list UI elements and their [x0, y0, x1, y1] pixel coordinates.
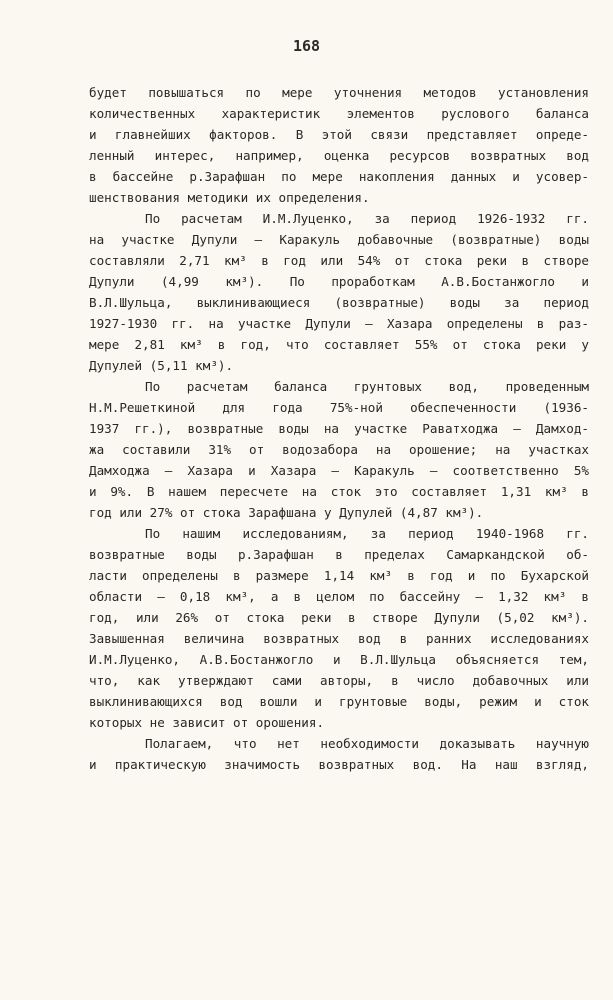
- text-line-21: год или 27% от стока Зарафшана у Дупулей (4,87 км³).: [89, 505, 484, 520]
- text-line-26: год, или 26% от стока реки в створе Дупули (5,02 км³).: [89, 610, 589, 625]
- text-line-19: Дамходжа – Хазара и Хазара – Каракуль – соответственно 5%: [89, 463, 589, 478]
- text-line-06: шенствования методики их определения.: [89, 190, 370, 205]
- text-line-11: В.Л.Шульца, выклинивающиеся (возвратные) воды за период: [89, 295, 589, 310]
- text-line-20: и 9%. В нашем пересчете на сток это составляет 1,31 км³ в: [89, 484, 589, 499]
- text-line-12: 1927-1930 гг. на участке Дупули – Хазара определены в раз-: [89, 316, 589, 331]
- text-line-33: и практическую значимость возвратных вод. На наш взгляд,: [89, 757, 589, 772]
- text-line-32: Полагаем, что нет необходимости доказывать научную: [145, 736, 589, 751]
- text-line-07: По расчетам И.М.Луценко, за период 1926-1932 гг.: [145, 211, 589, 226]
- text-line-24: ласти определены в размере 1,14 км³ в год и по Бухарской: [89, 568, 589, 583]
- page-number: 168: [292, 37, 321, 55]
- text-line-09: составляли 2,71 км³ в год или 54% от стока реки в створе: [89, 253, 589, 268]
- text-line-13: мере 2,81 км³ в год, что составляет 55% от стока реки у: [89, 337, 589, 352]
- text-line-08: на участке Дупули – Каракуль добавочные (возвратные) воды: [89, 232, 589, 247]
- text-line-30: выклинивающихся вод вошли и грунтовые воды, режим и сток: [89, 694, 589, 709]
- text-line-03: и главнейших факторов. В этой связи представляет опреде-: [89, 127, 589, 142]
- text-line-10: Дупули (4,99 км³). По проработкам А.В.Бостанжогло и: [89, 274, 589, 289]
- text-line-23: возвратные воды р.Зарафшан в пределах Самаркандской об-: [89, 547, 589, 562]
- text-line-22: По нашим исследованиям, за период 1940-1968 гг.: [145, 526, 589, 541]
- text-line-02: количественных характеристик элементов руслового баланса: [89, 106, 589, 121]
- text-line-16: Н.М.Решеткиной для года 75%-ной обеспеченности (1936-: [89, 400, 589, 415]
- text-line-27: Завышенная величина возвратных вод в ранних исследованиях: [89, 631, 589, 646]
- text-line-04: ленный интерес, например, оценка ресурсов возвратных вод: [89, 148, 589, 163]
- text-line-17: 1937 гг.), возвратные воды на участке Раватходжа – Дамход-: [89, 421, 589, 436]
- text-line-05: в бассейне р.Зарафшан по мере накопления данных и усовер-: [89, 169, 589, 184]
- text-line-01: будет повышаться по мере уточнения методов установления: [89, 85, 589, 100]
- text-line-25: области – 0,18 км³, а в целом по бассейну – 1,32 км³ в: [89, 589, 589, 604]
- text-line-18: жа составили 31% от водозабора на орошение; на участках: [89, 442, 589, 457]
- text-line-31: которых не зависит от орошения.: [89, 715, 325, 730]
- text-line-14: Дупулей (5,11 км³).: [89, 358, 234, 373]
- text-line-29: что, как утверждают сами авторы, в число добавочных или: [89, 673, 589, 688]
- text-line-15: По расчетам баланса грунтовых вод, проведенным: [145, 379, 589, 394]
- text-line-28: И.М.Луценко, А.В.Бостанжогло и В.Л.Шульца объясняется тем,: [89, 652, 589, 667]
